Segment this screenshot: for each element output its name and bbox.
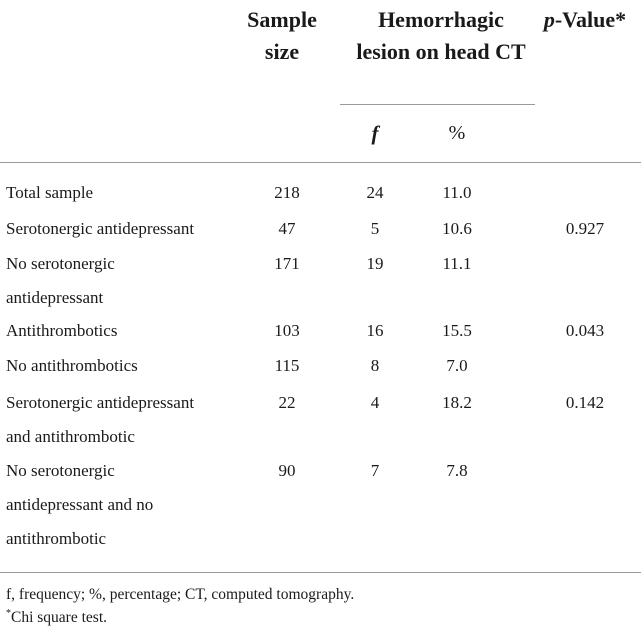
cell-frequency: 24 [366, 183, 384, 202]
row-label: No serotonergic [6, 254, 115, 273]
footnote-chi-square [6, 608, 107, 628]
p-value-suffix: -Value* [554, 7, 627, 32]
cell-p-value: 0.142 [565, 393, 605, 412]
row-label: Total sample [6, 183, 94, 202]
cell-frequency: 19 [366, 254, 384, 273]
cell-p-value: 0.043 [565, 321, 605, 340]
row-label: Serotonergic antidepressant [6, 219, 195, 238]
subheader-percent: % [448, 122, 466, 144]
cell-frequency: 8 [370, 356, 380, 375]
footnote-star: * [6, 607, 11, 619]
table-bottom-rule [0, 572, 641, 573]
p-value-italic: p [543, 7, 555, 32]
cell-percentage: 7.0 [446, 356, 468, 375]
row-label-line2: and antithrombotic [6, 427, 135, 446]
row-label: No serotonergic [6, 461, 115, 480]
footnote-abbreviations: f, frequency; %, percentage; CT, computed tomography. [6, 586, 355, 603]
cell-sample-size: 115 [274, 356, 300, 375]
header-sample-size: Sample size [247, 7, 317, 64]
cell-p-value: 0.927 [565, 219, 605, 238]
cell-percentage: 10.6 [442, 219, 472, 238]
cell-frequency: 16 [366, 321, 384, 340]
cell-sample-size: 22 [278, 393, 296, 412]
header-hemorrhagic-lesion: Hemorrhagic lesion on head CT [356, 7, 526, 64]
row-label: No antithrombotics [6, 356, 138, 375]
cell-percentage: 11.0 [442, 183, 472, 202]
row-label-line2: antidepressant and no [6, 495, 154, 514]
header-bottom-rule [0, 162, 641, 163]
cell-sample-size: 90 [278, 461, 296, 480]
cell-percentage: 18.2 [442, 393, 472, 412]
header-p-value [530, 4, 640, 36]
cell-sample-size: 47 [278, 219, 296, 238]
cell-frequency: 5 [370, 219, 380, 238]
cell-percentage: 11.1 [442, 254, 472, 273]
cell-frequency: 7 [370, 461, 380, 480]
cell-sample-size: 103 [274, 321, 300, 340]
row-label: Serotonergic antidepressant [6, 393, 195, 412]
cell-sample-size: 171 [274, 254, 300, 273]
cell-percentage: 7.8 [446, 461, 468, 480]
subheader-rule [340, 104, 535, 105]
footnote-star-text: Chi square test. [11, 609, 107, 626]
row-label: Antithrombotics [6, 321, 118, 340]
cell-sample-size: 218 [274, 183, 300, 202]
subheader-f: f [371, 121, 379, 145]
row-label-line2: antidepressant [6, 288, 104, 307]
cell-frequency: 4 [370, 393, 380, 412]
cell-percentage: 15.5 [442, 321, 472, 340]
row-label-line3: antithrombotic [6, 529, 107, 548]
